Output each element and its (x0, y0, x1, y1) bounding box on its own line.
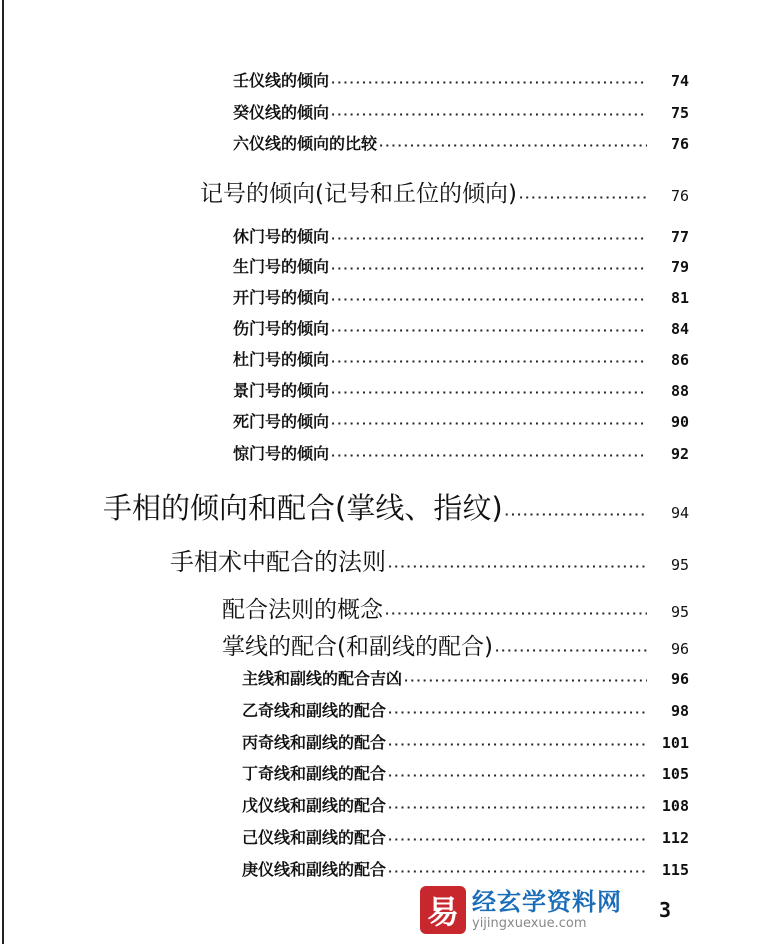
toc-entry-page: 84 (670, 320, 689, 338)
page-number: 3 (659, 898, 672, 922)
toc-entry (242, 857, 689, 880)
toc-entry-title: 生门号的倾向 (233, 257, 330, 276)
toc-entry-title: 手相的倾向和配合(掌线、指纹) (103, 491, 503, 525)
toc-entry-title: 癸仪线的倾向 (233, 103, 330, 122)
toc-entry-title: 己仪线和副线的配合 (242, 828, 387, 847)
toc-entry-page: 94 (670, 504, 689, 522)
dot-leader (388, 801, 647, 814)
toc-entry-page: 90 (670, 413, 689, 431)
toc-entry (103, 486, 689, 527)
dot-leader (495, 644, 647, 657)
toc-entry (170, 542, 689, 577)
toc-entry-page: 76 (670, 187, 689, 205)
toc-entry (233, 100, 689, 123)
dot-leader (385, 607, 647, 620)
toc-entry-page: 101 (661, 734, 689, 752)
dot-leader (388, 706, 647, 719)
toc-entry-title: 景门号的倾向 (233, 381, 330, 400)
dot-leader (519, 191, 647, 204)
toc-entry (222, 591, 689, 624)
toc-entry (233, 441, 689, 464)
toc-entry-page: 81 (670, 289, 689, 307)
toc-entry (242, 730, 689, 753)
toc-entry (233, 316, 689, 339)
scan-edge (2, 0, 4, 944)
dot-leader (505, 508, 647, 521)
toc-entry-title: 惊门号的倾向 (233, 444, 330, 463)
watermark-name: 经玄学资料网 (472, 888, 622, 916)
toc-entry-title: 丁奇线和副线的配合 (242, 764, 387, 783)
toc-entry-title: 主线和副线的配合吉凶 (242, 669, 403, 688)
toc-entry (222, 628, 689, 661)
toc-entry-title: 伤门号的倾向 (233, 319, 330, 338)
toc-entry (242, 761, 689, 784)
toc-entry (233, 285, 689, 308)
dot-leader (379, 139, 647, 152)
toc-entry-page: 76 (670, 135, 689, 153)
toc-entry-title: 手相术中配合的法则 (170, 548, 386, 576)
toc-entry (242, 825, 689, 848)
toc-entry-title: 休门号的倾向 (233, 227, 330, 246)
toc-entry-title: 配合法则的概念 (222, 597, 383, 623)
toc-entry-page: 108 (661, 797, 689, 815)
toc-entry-page: 95 (670, 556, 689, 574)
toc-entry (233, 347, 689, 370)
toc-entry-page: 115 (661, 861, 689, 879)
toc-entry-title: 壬仪线的倾向 (233, 71, 330, 90)
dot-leader (388, 865, 647, 878)
dot-leader (388, 560, 647, 573)
toc-entry (233, 131, 689, 154)
toc-entry-title: 乙奇线和副线的配合 (242, 701, 387, 720)
watermark-logo-icon: 易 (420, 886, 466, 934)
dot-leader (331, 293, 647, 306)
dot-leader (388, 769, 647, 782)
dot-leader (331, 417, 647, 430)
toc-entry (233, 378, 689, 401)
toc-entry-title: 开门号的倾向 (233, 288, 330, 307)
toc-entry-page: 74 (670, 72, 689, 90)
toc-entry-page: 86 (670, 351, 689, 369)
toc-entry-page: 95 (670, 603, 689, 621)
toc-entry (233, 254, 689, 277)
dot-leader (331, 355, 647, 368)
toc-entry-page: 96 (670, 640, 689, 658)
watermark (420, 886, 622, 934)
toc-entry-page: 105 (661, 765, 689, 783)
toc-entry (233, 68, 689, 91)
toc-entry-page: 88 (670, 382, 689, 400)
toc-entry (242, 793, 689, 816)
toc-entry (233, 224, 689, 247)
dot-leader (331, 386, 647, 399)
toc-entry-page: 92 (670, 445, 689, 463)
toc-entry-title: 记号的倾向(记号和丘位的倾向) (200, 181, 517, 207)
toc-entry-page: 79 (670, 258, 689, 276)
toc-entry-title: 六仪线的倾向的比较 (233, 134, 378, 153)
toc-entry-page: 112 (661, 829, 689, 847)
toc-entry-page: 75 (670, 104, 689, 122)
dot-leader (331, 449, 647, 462)
toc-entry-title: 戊仪线和副线的配合 (242, 796, 387, 815)
toc-entry (242, 666, 689, 689)
toc-entry-title: 死门号的倾向 (233, 412, 330, 431)
watermark-url: yijingxuexue.com (472, 916, 587, 931)
toc-entry-page: 96 (670, 670, 689, 688)
toc-entry (233, 409, 689, 432)
dot-leader (331, 76, 647, 89)
dot-leader (388, 833, 647, 846)
dot-leader (331, 324, 647, 337)
dot-leader (388, 738, 647, 751)
toc-entry-page: 77 (670, 228, 689, 246)
dot-leader (331, 232, 647, 245)
dot-leader (404, 674, 647, 687)
dot-leader (331, 262, 647, 275)
toc-entry-title: 杜门号的倾向 (233, 350, 330, 369)
toc-entry-title: 庚仪线和副线的配合 (242, 860, 387, 879)
toc-entry (200, 175, 689, 208)
toc-entry (242, 698, 689, 721)
toc-entry-title: 丙奇线和副线的配合 (242, 733, 387, 752)
toc-entry-title: 掌线的配合(和副线的配合) (222, 634, 493, 660)
dot-leader (331, 108, 647, 121)
toc-entry-page: 98 (670, 702, 689, 720)
